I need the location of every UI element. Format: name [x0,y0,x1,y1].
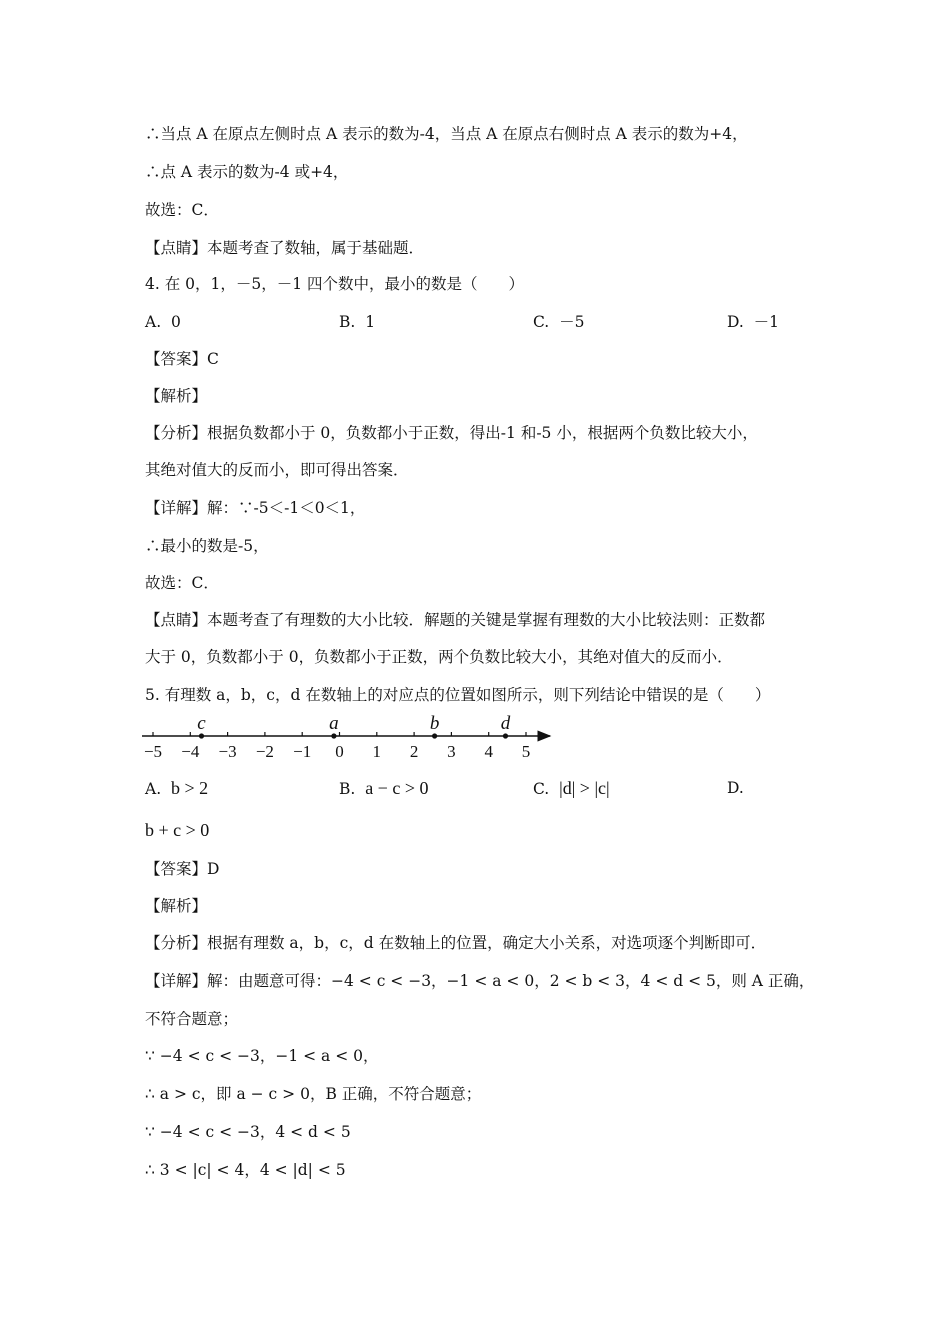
q5-option-d-value: b + c > 0 [145,820,210,840]
question-4: 4. 在 0，1，－5，－1 四个数中，最小的数是（ ） [145,275,525,293]
tick-label: 0 [335,742,344,761]
tick-label: 2 [409,742,419,761]
tick-label: −3 [218,742,237,761]
point-c-label: c [197,713,206,734]
text-line: 故选：C． [145,201,219,219]
tick-label: 4 [484,742,493,761]
text-line: ∴ 3 < |c| < 4，4 < |d| < 5 [145,1161,346,1179]
q5-option-d: D. [727,779,744,797]
text-line: 【详解】解：由题意可得：−4 < c < −3，−1 < a < 0，2 < b < 3，4 < d < 5，则 A 正确， [145,972,815,990]
text-line: 【点睛】本题考查了有理数的大小比较．解题的关键是掌握有理数的大小比较法则：正数都 [145,611,766,629]
number-line-points [197,713,510,739]
text-line: 大于 0，负数都小于 0，负数都小于正数，两个负数比较大小，其绝对值大的反而小． [145,648,733,666]
text-line: ∴最小的数是-5， [145,537,269,555]
question-5: 5. 有理数 a，b，c，d 在数轴上的对应点的位置如图所示，则下列结论中错误的是（ ） [145,686,771,704]
text-line: 不符合题意； [145,1010,239,1028]
tick-label: 5 [521,742,531,761]
text-line: ∴当点 A 在原点左侧时点 A 表示的数为-4，当点 A 在原点右侧时点 A 表示的数为+4， [145,125,748,143]
text-line: ∵ −4 < c < −3，−1 < a < 0， [145,1047,379,1065]
q4-option-a: A. 0 [145,313,181,331]
answer-label: 【答案】C [145,350,219,368]
point-d-label: d [500,713,511,734]
point-b-marker [432,733,437,738]
text-line: ∴点 A 表示的数为-4 或+4， [145,163,349,181]
analysis-label: 【解析】 [145,387,208,405]
tick-label: −5 [143,742,163,761]
text-line: 【详解】解：∵-5＜-1＜0＜1， [145,499,366,517]
text-line: 【分析】根据有理数 a，b，c，d 在数轴上的位置，确定大小关系，对选项逐个判断即可． [145,934,767,952]
text-line: 【点睛】本题考查了数轴，属于基础题． [145,239,425,257]
point-a-label: a [329,713,339,734]
text-line: 【分析】根据负数都小于 0，负数都小于正数，得出-1 和-5 小，根据两个负数比较大小， [145,424,758,442]
q5-option-a: A. b > 2 [145,778,209,798]
text-line: 故选：C． [145,574,219,592]
text-line: ∵ −4 < c < −3，4 < d < 5 [145,1123,351,1141]
q5-option-b: B. a − c > 0 [339,778,429,798]
analysis-label: 【解析】 [145,897,208,915]
text-line: ∴ a > c，即 a − c > 0，B 正确，不符合题意； [145,1085,482,1103]
q5-option-c: C. |d| > |c| [533,778,610,798]
q4-option-c: C. －5 [533,313,585,331]
tick-label: 3 [447,742,456,761]
text-line: 其绝对值大的反而小，即可得出答案． [145,461,409,479]
point-a-marker [331,733,336,738]
point-c-marker [199,733,204,738]
tick-label: 1 [372,742,382,761]
q4-option-d: D. －1 [727,313,780,331]
tick-label: −4 [181,742,200,761]
answer-label: 【答案】D [145,860,220,878]
tick-label: −2 [255,742,274,761]
number-line-figure [140,712,560,762]
q4-option-b: B. 1 [339,313,376,331]
point-d-marker [503,733,508,738]
tick-label: −1 [293,742,312,761]
point-b-label: b [429,713,440,734]
